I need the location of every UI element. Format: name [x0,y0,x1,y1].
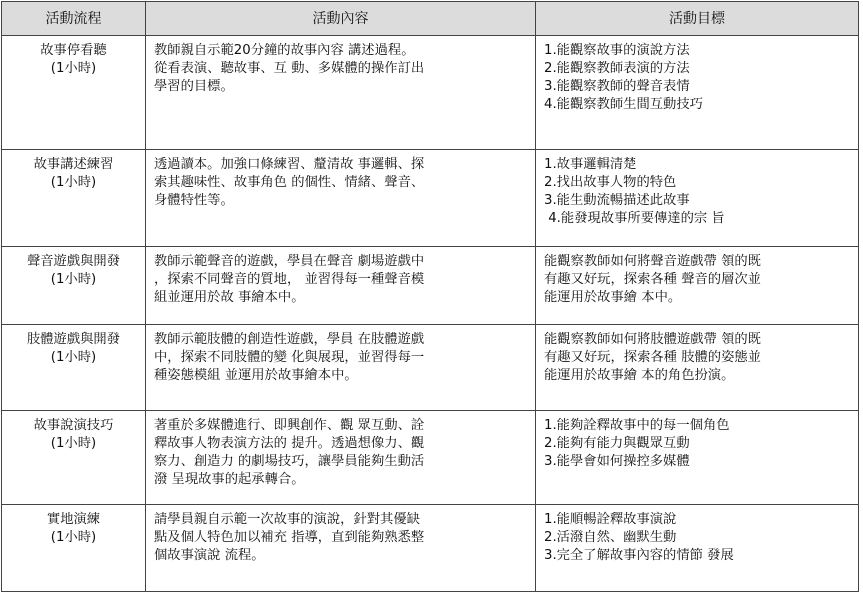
activity-content: 教師示範肢體的創造性遊戲，學員 在肢體遊戲 中，探索不同肢體的變 化與展現，並習得每一 種姿態模組 並運用於故事繪本中。 [146,325,536,411]
table-row [2,325,859,411]
activity-goals-cell [536,325,859,411]
goal-item: 1.能夠詮釋故事中的每一個角色 [544,418,730,433]
table-row [2,411,859,505]
goal-item: 能觀察教師如何將聲音遊戲帶 領的既 [544,254,761,269]
header-activity-content: 活動內容 [146,2,536,36]
course-table [1,1,859,592]
goal-item: 有趣又好玩，探索各種 聲音的層次並 [544,272,761,287]
activity-content: 著重於多媒體進行、即興創作、觀 眾互動、詮 釋故事人物表演方法的 提升。透過想像力、觀 察力、創造力 的劇場技巧，讓學員能夠生動活 潑 呈現故事的起承轉合。 [146,411,536,505]
activity-duration: (1小時) [50,175,97,190]
activity-name: 聲音遊戲與開發 [26,254,121,269]
header-row [2,2,859,36]
goal-item: 3.完全了解故事內容的情節 發展 [544,548,734,563]
table-row [2,150,859,247]
activity-name: 故事講述練習 [33,157,114,172]
header-activity-goals: 活動目標 [536,2,859,36]
activity-name-cell [2,411,146,505]
activity-content: 教師親自示範20分鐘的故事內容 講述過程。 從看表演、聽故事、互 動、多媒體的操作訂出 學習的目標。 [146,36,536,150]
activity-name: 故事說演技巧 [33,418,114,433]
goal-item: 能運用於故事繪 本的角色扮演。 [544,368,735,383]
header-activity-flow: 活動流程 [2,2,146,36]
goal-item: 2.找出故事人物的特色 [544,175,677,190]
activity-goals-cell [536,411,859,505]
activity-name-cell [2,505,146,592]
goal-item: 2.能夠有能力與觀眾互動 [544,436,690,451]
goal-item: 4.能發現故事所要傳達的宗 旨 [544,211,725,226]
activity-name-cell [2,325,146,411]
activity-duration: (1小時) [50,61,97,76]
goal-item: 1.能觀察故事的演說方法 [544,43,690,58]
activity-goals-cell [536,150,859,247]
activity-duration: (1小時) [50,436,97,451]
activity-name: 肢體遊戲與開發 [26,332,121,347]
activity-content: 請學員親自示範一次故事的演說，針對其優缺 點及個人特色加以補充 指導，直到能夠熟悉整 個故事演說 流程。 [146,505,536,592]
goal-item: 3.能觀察教師的聲音表情 [544,79,690,94]
activity-duration: (1小時) [50,530,97,545]
goal-item: 能運用於故事繪 本中。 [544,290,682,305]
goal-item: 4.能觀察教師生間互動技巧 [544,97,703,112]
activity-goals-cell [536,247,859,325]
activity-name: 故事停看聽 [40,43,107,58]
activity-content: 教師示範聲音的遊戲，學員在聲音 劇場遊戲中 ，探索不同聲音的質地， 並習得每一種聲音模 組並運用於故 事繪本中。 [146,247,536,325]
activity-duration: (1小時) [50,350,97,365]
activity-name: 實地演練 [46,512,101,527]
activity-content: 透過讀本。加強口條練習、釐清故 事邏輯、探 索其趣味性、故事角色 的個性、情緒、聲音、 身體特性等。 [146,150,536,247]
table-row [2,505,859,592]
goal-item: 2.能觀察教師表演的方法 [544,61,690,76]
goal-item: 能觀察教師如何將肢體遊戲帶 領的既 [544,332,761,347]
goal-item: 1.能順暢詮釋故事演說 [544,512,677,527]
goal-item: 2.活潑自然、幽默生動 [544,530,677,545]
activity-name-cell [2,247,146,325]
activity-duration: (1小時) [50,272,97,287]
table-row [2,247,859,325]
activity-name-cell [2,150,146,247]
activity-goals-cell [536,36,859,150]
goal-item: 3.能學會如何操控多媒體 [544,454,690,469]
table-row [2,36,859,150]
goal-item: 有趣又好玩，探索各種 肢體的姿態並 [544,350,761,365]
goal-item: 3.能生動流暢描述此故事 [544,193,690,208]
goal-item: 1.故事邏輯清楚 [544,157,637,172]
activity-goals-cell [536,505,859,592]
activity-name-cell [2,36,146,150]
